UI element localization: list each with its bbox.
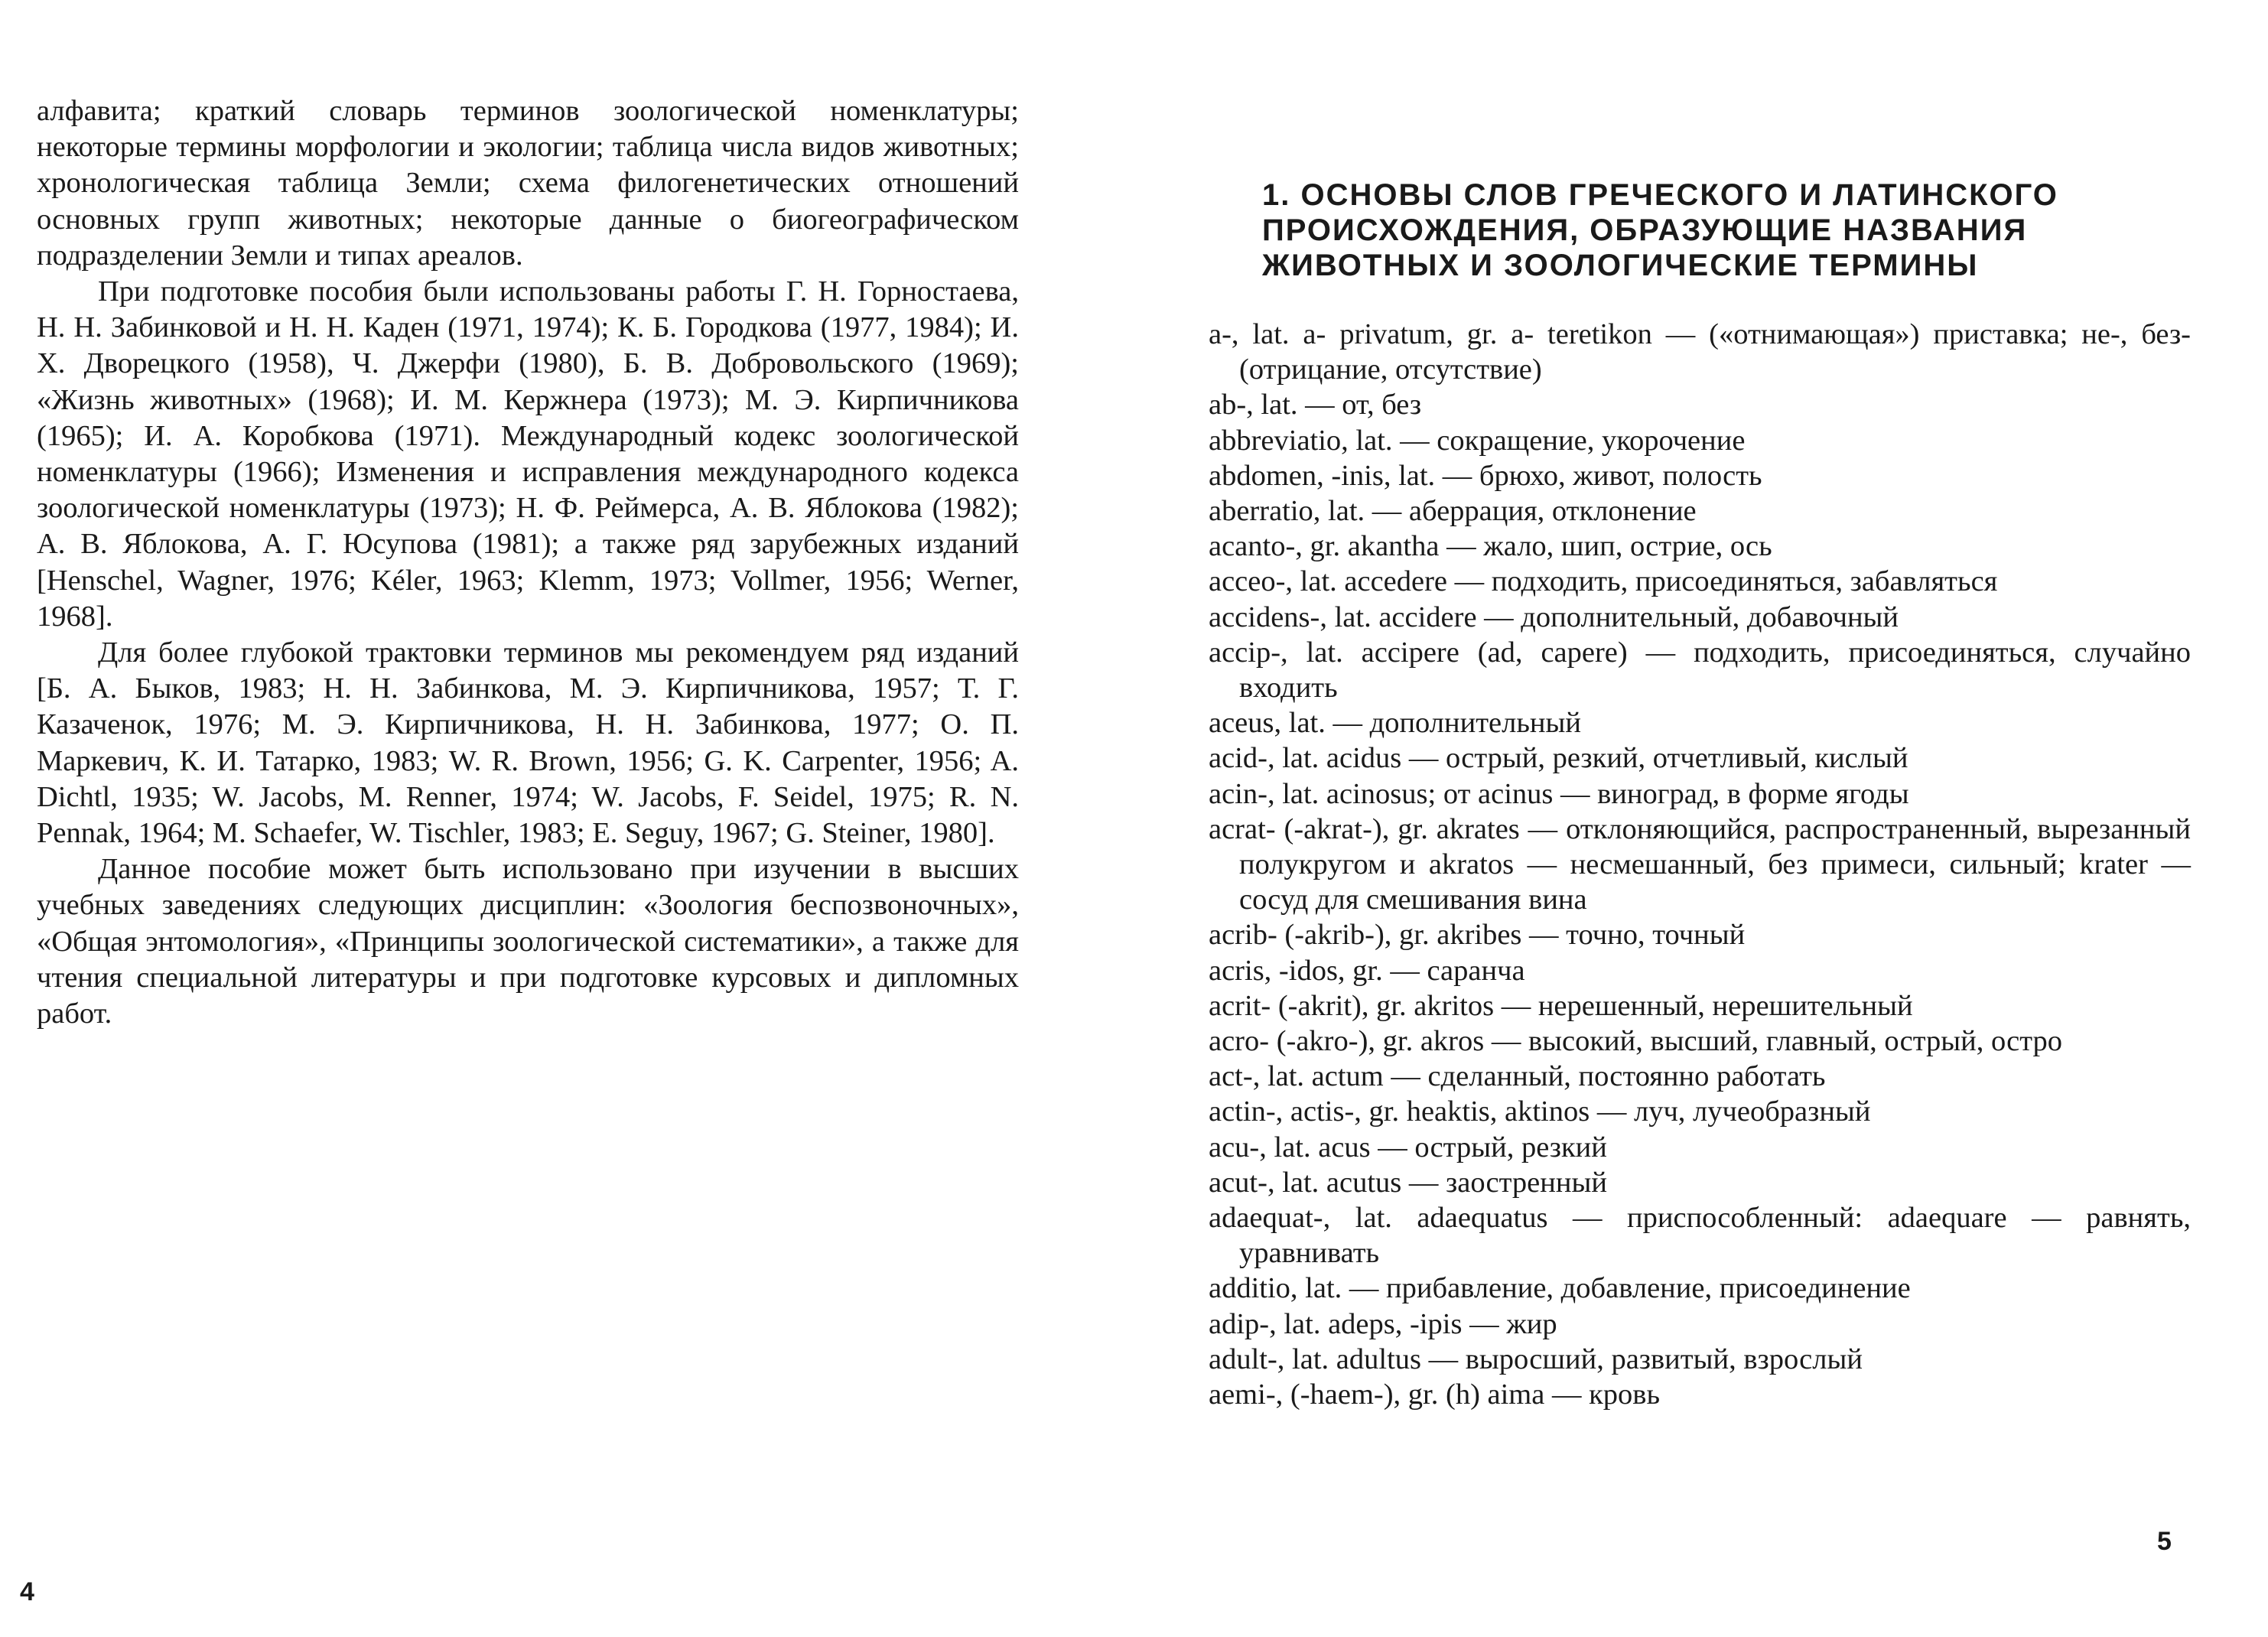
right-page — [1134, 0, 2268, 1637]
dictionary-entry: accip-, lat. accipere (ad, capere) — подходить, присоединяться, случайно входить — [1209, 636, 2191, 705]
dictionary-entry: acrat- (-akrat-), gr. akrates — отклоняющийся, распространенный, вырезанный полукругом и akratos — несмешанный, без примеси, сильный; krater — сосуд для смешивания вина — [1209, 812, 2191, 916]
page-number: 5 — [2157, 1527, 2172, 1556]
dictionary-entry: acu-, lat. acus — острый, резкий — [1209, 1131, 1607, 1163]
paragraph: При подготовке пособия были использованы работы Г. Н. Горностаева, Н. Н. Забинковой и Н. Н. Каден (1971, 1974); К. Б. Городкова (1977, 1984); И. Х. Дворецкого (1958), Ч. Джерфи (1980), Б. В. Добровольского (1969); «Жизнь животных» (1968); И. М. Кержнера (1973); М. Э. Кирпичникова (1965); И. А. Коробкова (1971). Международный кодекс зоологической номенклатуры (1966); Изменения и исправления международного кодекса зоологической номенклатуры (1973); Н. Ф. Реймерса, А. В. Яблокова (1982); А. В. Яблокова, А. Г. Юсупова (1981); а также ряд зарубежных изданий [Henschel, Wagner, 1976; Kéler, 1963; Klemm, 1973; Vollmer, 1956; Werner, 1968]. — [37, 275, 1019, 633]
dictionary-entry: adaequat-, lat. adaequatus — приспособленный: adaequare — равнять, уравнивать — [1209, 1202, 2191, 1270]
dictionary-entry: abbreviatio, lat. — сокращение, укорочение — [1209, 424, 1746, 457]
dictionary-entry: acrit- (-akrit), gr. akritos — нерешенный, нерешительный — [1209, 989, 1913, 1022]
paragraph: алфавита; краткий словарь терминов зоологической номенклатуры; некоторые термины морфологии и экологии; таблица числа видов животных; хронологическая таблица Земли; схема филогенетических отношений основных групп животных; некоторые данные о биогеографическом подразделении Земли и типах ареалов. — [37, 95, 1019, 272]
dictionary-entry: adult-, lat. adultus — выросший, развитый, взрослый — [1209, 1342, 1863, 1375]
dictionary-entry: acanto-, gr. akantha — жало, шип, острие, ось — [1209, 530, 1772, 563]
dictionary-entry: additio, lat. — прибавление, добавление, присоединение — [1209, 1272, 1911, 1305]
dictionary-entry: act-, lat. actum — сделанный, постоянно работать — [1209, 1060, 1826, 1093]
dictionary-entry: aberratio, lat. — аберрация, отклонение — [1209, 495, 1697, 528]
left-page-text — [37, 93, 1019, 1032]
dictionary-entry: acid-, lat. acidus — острый, резкий, отчетливый, кислый — [1209, 742, 1908, 775]
paragraph: Для более глубокой трактовки терминов мы рекомендуем ряд изданий [Б. А. Быков, 1983; Н. Н. Забинкова, М. Э. Кирпичникова, 1957; Т. Г. Казаченок, 1976; М. Э. Кирпичникова, Н. Н. Забинкова, 1977; О. П. Маркевич, К. И. Татарко, 1983; W. R. Brown, 1956; G. K. Carpenter, 1956; A. Dichtl, 1935; W. Jacobs, M. Renner, 1974; W. Jacobs, F. Seidel, 1975; R. N. Pennak, 1964; M. Schaefer, W. Tischler, 1983; E. Seguy, 1967; G. Steiner, 1980]. — [37, 636, 1019, 850]
dictionary-entry: acin-, lat. acinosus; от acinus — виноград, в форме ягоды — [1209, 777, 1909, 810]
section-title: 1. ОСНОВЫ СЛОВ ГРЕЧЕСКОГО И ЛАТИНСКОГО ПРОИСХОЖДЕНИЯ, ОБРАЗУЮЩИЕ НАЗВАНИЯ ЖИВОТНЫХ И ЗООЛОГИЧЕСКИЕ ТЕРМИНЫ — [1262, 178, 2058, 282]
dictionary-entry: adip-, lat. adeps, -ipis — жир — [1209, 1307, 1557, 1340]
dictionary-entry: ab-, lat. — от, без — [1209, 389, 1422, 421]
dictionary-entry: accidens-, lat. accidere — дополнительный, добавочный — [1209, 600, 1899, 633]
dictionary-entry: actin-, actis-, gr. heaktis, aktinos — луч, лучеобразный — [1209, 1095, 1871, 1128]
dictionary-entry: acro- (-akro-), gr. akros — высокий, высший, главный, острый, остро — [1209, 1025, 2063, 1058]
dictionary-entry: aemi-, (-haem-), gr. (h) aima — кровь — [1209, 1378, 1661, 1411]
dictionary-entry: acrib- (-akrib-), gr. akribes — точно, точный — [1209, 919, 1746, 952]
dictionary-entry: acris, -idos, gr. — саранча — [1209, 954, 1525, 987]
dictionary-entry: a-, lat. a- privatum, gr. a- teretikon — («отнимающая») приставка; не-, без- (отрицание, отсутствие) — [1209, 318, 2191, 386]
dictionary-entry: abdomen, -inis, lat. — брюхо, живот, полость — [1209, 459, 1762, 492]
dictionary-entry: acceo-, lat. accedere — подходить, присоединяться, забавляться — [1209, 565, 1998, 598]
dictionary-entry: acut-, lat. acutus — заостренный — [1209, 1166, 1607, 1199]
dictionary-entry: aceus, lat. — дополнительный — [1209, 707, 1581, 740]
dictionary-list — [1209, 317, 2191, 1412]
paragraph: Данное пособие может быть использовано при изучении в высших учебных заведениях следующих дисциплин: «Зоология беспозвоночных», «Общая энтомология», «Принципы зоологической систематики», а также для чтения специальной литературы и при подготовке курсовых и дипломных работ. — [37, 853, 1019, 1030]
page-number: 4 — [20, 1577, 34, 1606]
